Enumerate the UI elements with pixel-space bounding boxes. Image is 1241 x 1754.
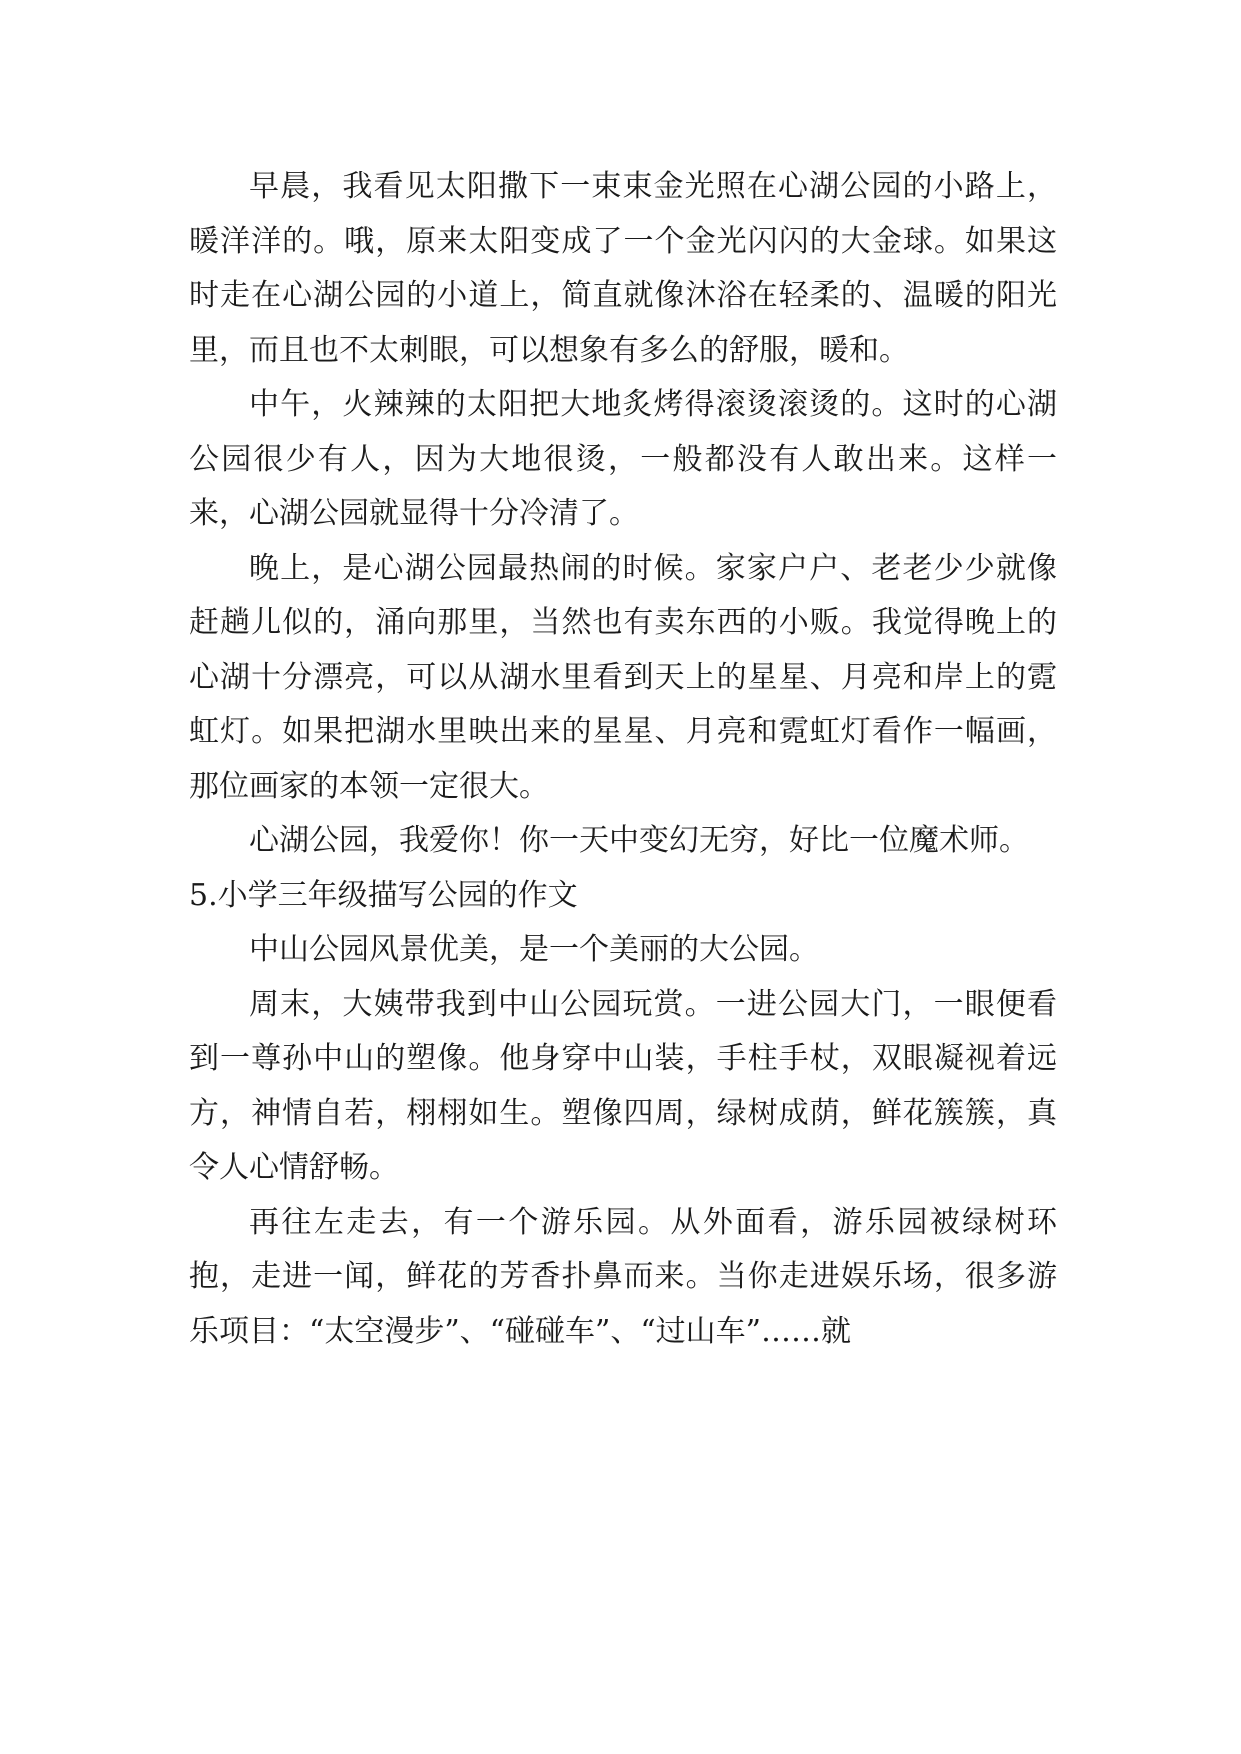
paragraph-morning: 早晨，我看见太阳撒下一束束金光照在心湖公园的小路上，暖洋洋的。哦，原来太阳变成了一个金光闪闪的大金球。如果这时走在心湖公园的小道上，简直就像沐浴在轻柔的、温暖的阳光里，而且也不太刺眼，可以想象有多么的舒服，暖和。: [189, 169, 1057, 368]
paragraph-evening: 晚上，是心湖公园最热闹的时候。家家户户、老老少少就像赶趟儿似的，涌向那里，当然也有卖东西的小贩。我觉得晚上的心湖十分漂亮，可以从湖水里看到天上的星星、月亮和岸上的霓虹灯。如果把湖水里映出来的星星、月亮和霓虹灯看作一幅画，那位画家的本领一定很大。: [189, 550, 1057, 804]
paragraph-intro: 中山公园风景优美，是一个美丽的大公园。: [249, 932, 819, 967]
section-heading: 5.小学三年级描写公园的作文: [189, 877, 578, 913]
paragraph-amusement-park: 再往左走去，有一个游乐园。从外面看，游乐园被绿树环抱，走进一闻，鲜花的芳香扑鼻而来。当你走进娱乐场，很多游乐项目：“太空漫步”、“碰碰车”、“过山车”……就: [189, 1204, 1057, 1349]
paragraph-conclusion: 心湖公园，我爱你！你一天中变幻无穷，好比一位魔术师。: [249, 823, 1029, 858]
document-page: [189, 160, 1057, 1359]
paragraph-statue: 周末，大姨带我到中山公园玩赏。一进公园大门，一眼便看到一尊孙中山的塑像。他身穿中山装，手柱手杖，双眼凝视着远方，神情自若，栩栩如生。塑像四周，绿树成荫，鲜花簇簇，真令人心情舒畅。: [189, 986, 1057, 1185]
paragraph-noon: 中午，火辣辣的太阳把大地炙烤得滚烫滚烫的。这时的心湖公园很少有人，因为大地很烫，一般都没有人敢出来。这样一来，心湖公园就显得十分冷清了。: [189, 387, 1057, 531]
